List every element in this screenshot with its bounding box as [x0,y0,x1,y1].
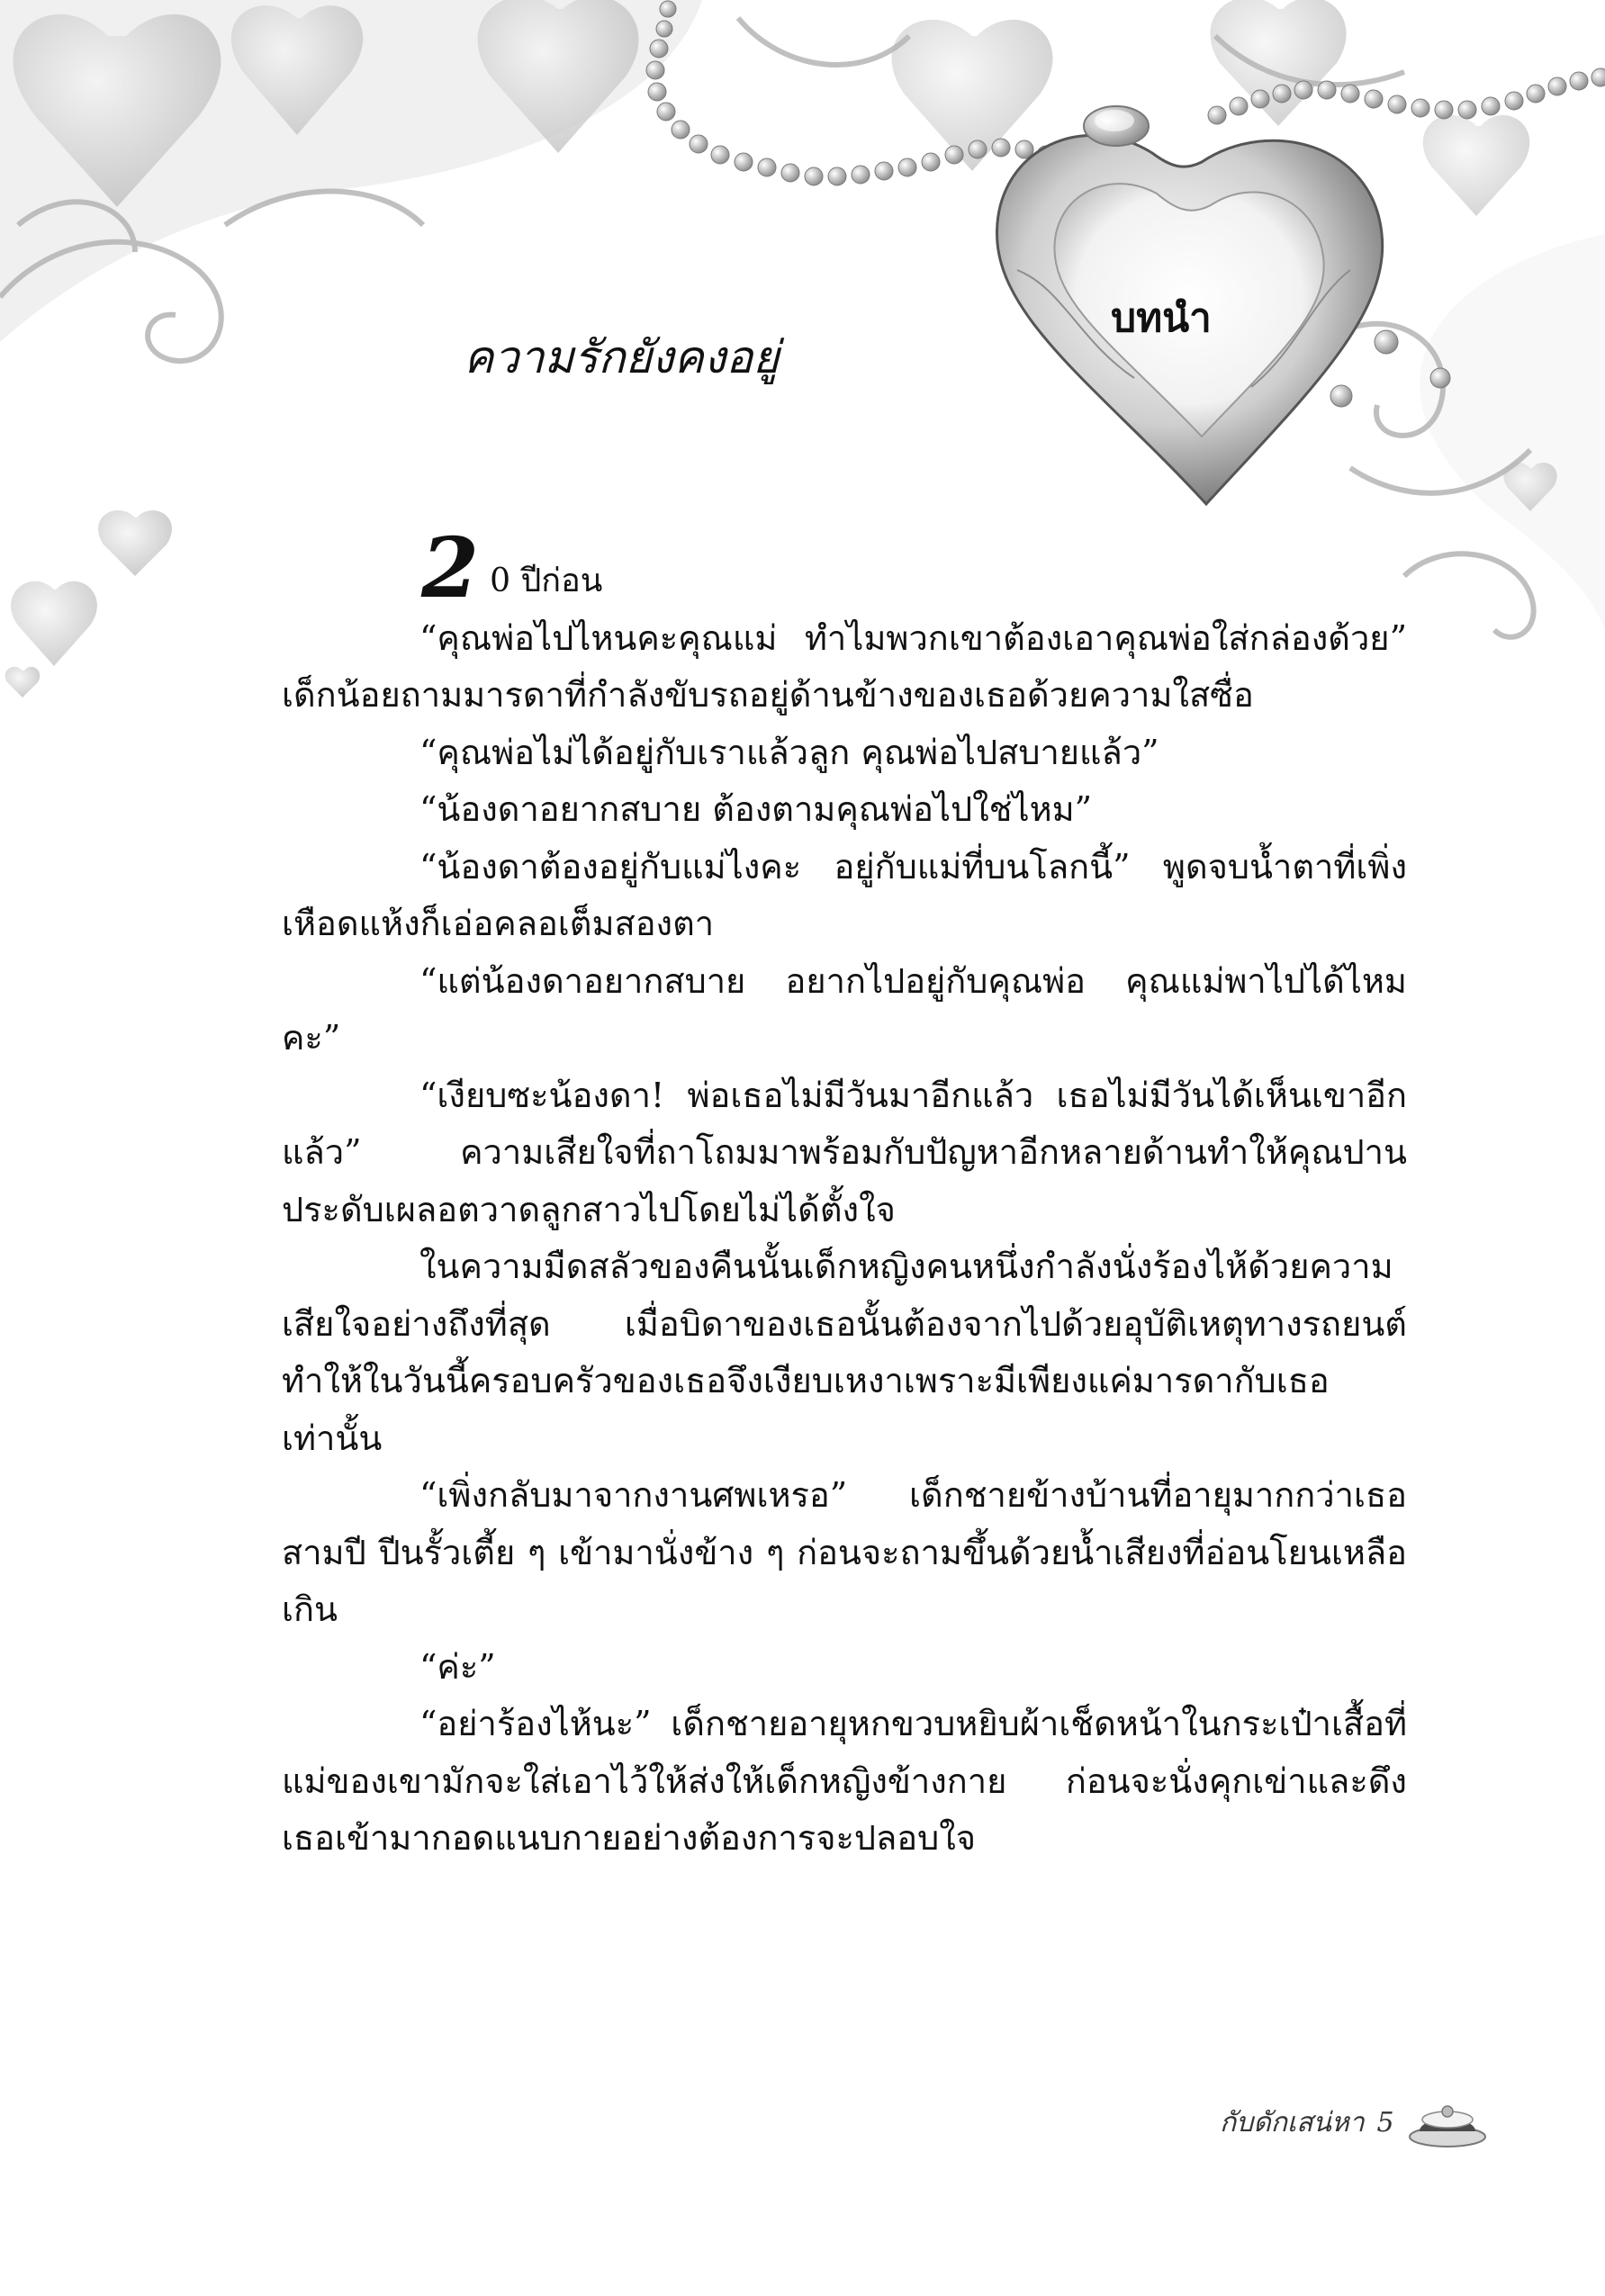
paragraph: “แต่น้องดาอยากสบาย อยากไปอยู่กับคุณพ่อ คุณแม่พาไปได้ไหมคะ” [282,960,1407,1058]
page-footer [1220,2095,1488,2149]
running-title: กับดักเสน่หา [1220,2106,1365,2138]
lead-text: 0 ปีก่อน [490,563,603,599]
lead-paragraph [282,519,1407,617]
drop-cap: 2 [421,519,480,617]
paragraph: “น้องดาอยากสบาย ต้องตามคุณพ่อไปใช่ไหม” [419,789,1093,829]
cake-icon [1407,2095,1488,2149]
paragraph: ในความมืดสลัวของคืนนั้นเด็กหญิงคนหนึ่งกำลังนั่งร้องไห้ด้วยความเสียใจอย่างถึงที่สุด เมื่อบิดาของเธอนั้นต้องจากไปด้วยอุบัติเหตุทางรถยนต์ ทำให้ในวันนี้ครอบครัวของเธอจึงเงียบเหงาเพราะมีเพียงแค่มารดากับเธอเท่านั้น [282,1247,1407,1458]
paragraph: “คุณพ่อไม่ได้อยู่กับเราแล้วลูก คุณพ่อไปสบายแล้ว” [419,732,1159,772]
paragraph: “ค่ะ” [419,1646,496,1687]
paragraph: “น้องดาต้องอยู่กับแม่ไงคะ อยู่กับแม่ที่บนโลกนี้” พูดจบน้ำตาที่เพิ่งเหือดแห้งก็เอ่อคลอเต็มสองตา [282,846,1407,943]
paragraph: “เพิ่งกลับมาจากงานศพเหรอ” เด็กชายข้างบ้านที่อายุมากกว่าเธอสามปี ปีนรั้วเตี้ย ๆ เข้ามานั่งข้าง ๆ ก่อนจะถามขึ้นด้วยน้ำเสียงที่อ่อนโยนเหลือเกิน [282,1475,1407,1629]
chapter-body [282,519,1407,1868]
paragraph: “อย่าร้องไห้นะ” เด็กชายอายุหกขวบหยิบผ้าเช็ดหน้าในกระเป๋าเสื้อที่แม่ของเขามักจะใส่เอาไว้ให้ส่งให้เด็กหญิงข้างกาย ก่อนจะนั่งคุกเข่าและดึงเธอเข้ามากอดแนบกายอย่างต้องการจะปลอบใจ [282,1704,1407,1858]
paragraph: “เงียบซะน้องดา! พ่อเธอไม่มีวันมาอีกแล้ว เธอไม่มีวันได้เห็นเขาอีกแล้ว” ความเสียใจที่ถาโถมมาพร้อมกับปัญหาอีกหลายด้านทำให้คุณปานประดับเผลอตวาดลูกสาวไปโดยไม่ได้ตั้งใจ [282,1075,1407,1229]
page-number: 5 [1376,2106,1394,2138]
paragraph: “คุณพ่อไปไหนคะคุณแม่ ทำไมพวกเขาต้องเอาคุณพ่อใส่กล่องด้วย” เด็กน้อยถามมารดาที่กำลังขับรถอยู่ด้านข้างของเธอด้วยความใสซื่อ [282,617,1407,715]
chapter-label: บทนำ [1111,295,1212,341]
chapter-title: ความรักยังคงอยู่ [464,331,780,383]
